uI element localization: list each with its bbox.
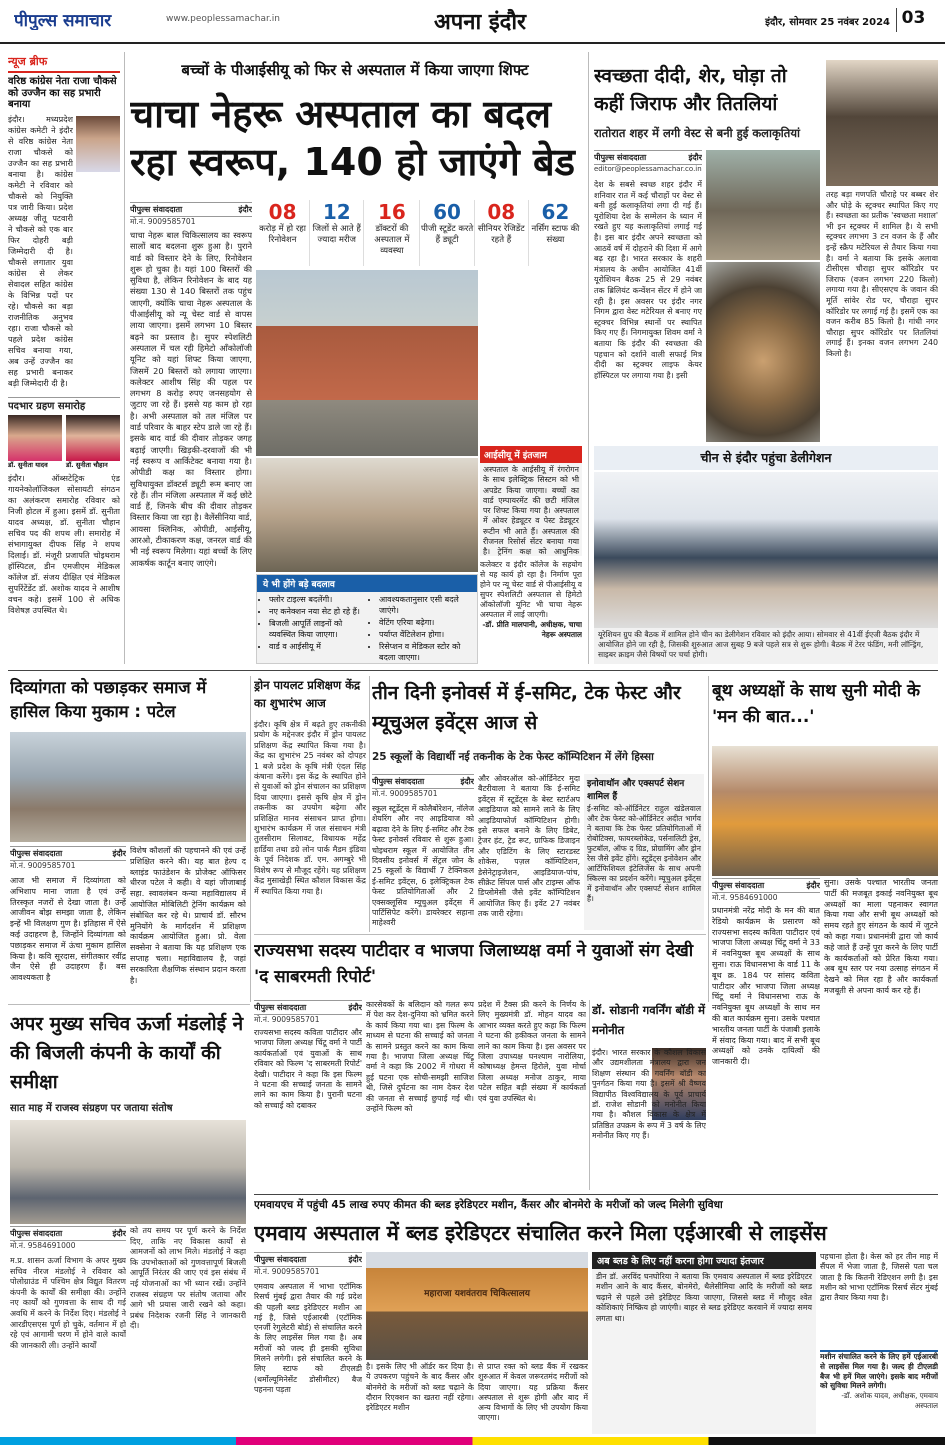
byline-name: पीपुल्स संवाददाता <box>10 849 63 858</box>
divyang-byline <box>10 846 126 872</box>
sabarmati-body-text: प्रदेश में टैक्स फ्री करने के निर्णय के लिए मुख्यमंत्री डॉ. मोहन यादव का आभार व्यक्त करते हुए कहा कि फिल्म ने घटना की हकीकत जनता के सामने लाने का काम किया है। इस अवसर पर जिला उपाध्यक्ष घनश्याम नारोलिया, कोषाध्यक्ष हेमन्त हिरोले, युवा मोर्चा जिला अध्यक्ष मनोज ठाकुर, माया पटेल सहित बड़ी संख्या में कार्यकर्ता एवं युवा उपस्थित थे। <box>478 1000 586 1103</box>
change-item: • आवश्यकतानुसार एसी बदले जाएंगे। <box>379 594 475 616</box>
hospital-photo-2 <box>256 458 478 572</box>
column-rule <box>250 676 251 1002</box>
page-number: 03 <box>896 8 930 32</box>
myh-info-text: डीन डॉ. अरविंद घनघोरिया ने बताया कि एमवाय अस्पताल में ब्लड इरेडिएटर मशीन आने के बाद कैंसर, बोनमेरो, थैलेसीमिया आदि के मरीजों को ब्लड चढ़ाने से पहले उसे इरेडिएट किया जाएगा, जिससे ब्लड में मौजूद श्वेत कोशिकाएं निष्क्रिय हो जाएंगी। बाहर से ब्लड इरेडिएट करवाने में ज्यादा समय लगता था। <box>596 1272 812 1323</box>
myh-body-text: एमवाय अस्पताल में भाभा एटॉमिक रिसर्च मुंबई द्वारा तैयार की गई प्रदेश की पहली ब्लड इरेडिएटर मशीन आ गई है, जिसे एईआरबी (एटॉमिक एनर्जी रेगुलेटरी बोर्ड) से संचालित करने के लिए लाइसेंस मिल गया है। अब मरीजों को जल्द ही इसकी सुविधा मिलने लगेगी। इसे संचालित करने के लिए स्टाफ को टीएलडी (थर्मोल्यूमिनेसेंट डोसीमीटर) बैज पहनना पड़ता <box>254 1282 362 1394</box>
swachh-body-2 <box>826 190 938 442</box>
byline-name: पीपुल्स संवाददाता <box>130 205 183 214</box>
divyang-body <box>10 876 126 1002</box>
swachh-body-text: तरह बड़ा गणपति चौराहे पर बब्बर शेर और घोड़े के स्ट्रक्चर स्थापित किए गए हैं। स्वच्छता का प्रतीक 'स्वच्छता मशाल' भी इन स्ट्रक्चर में शामिल है। ये सभी स्ट्रक्चर लगभग 3 टन वजन के हैं और इन्हें स्क्रैप मटेरियल से तैयार किया गया है। वर्मा ने बताया कि इसके अलावा टीसीएस चौराहा सुपर कॉरिडोर पर जिराफ (वजन लगभग 220 किलो) लगाया गया है। सीएसएच के जवान की मूर्ति सांवेर रोड पर, चौराहा सुपर कॉरिडोर पर लगाई गई है। इसमें एक का वजन करीब 85 किलो है। गांधी नगर चौराहा सुपर कॉरिडोर पर तितलियां लगाई हैं। इनका वजन लगभग 240 किलो है। <box>826 190 938 358</box>
china-caption: यूरेशियन ग्रुप की बैठक में शामिल होने चीन का डेलीगेशन रविवार को इंदौर आया। सोमवार से 41वीं ईएजी बैठक इंदौर में आयोजित होने जा रही है, जिसकी शुरुआत आज सुबह 9 बजे पहले सत्र से शुरू होगी। बैठक में टेरर फंडिंग, मनी लॉन्ड्रिंग, साइबर क्राइम जैसे विषयों पर चर्चा होगी। <box>594 628 938 664</box>
lion-sculpture-photo <box>706 262 820 442</box>
stat-label: जिलों से आते हैं ज्यादा मरीज <box>312 224 361 245</box>
byline-city: इंदौर <box>112 849 126 858</box>
column-rule <box>588 52 589 664</box>
stat-number: 08 <box>268 200 297 224</box>
lead-kicker: बच्चों के पीआईसीयू को फिर से अस्पताल में किया जाएगा शिफ्ट <box>181 61 529 79</box>
esummit-headline: तीन दिनी इनोवर्स में ई-समिट, टेक फेस्ट और म्यूचुअल इवेंट्स आज से <box>372 682 681 734</box>
section-rule <box>254 1194 938 1195</box>
news-brief-column <box>8 52 120 664</box>
swachh-headline: स्वच्छता दीदी, शेर, घोड़ा तो कहीं जिराफ और तितलियां <box>594 65 787 115</box>
brief-photo-caption: डॉ. सुनीता यादव <box>8 461 48 469</box>
esummit-subhead: 25 स्कूलों के विद्यार्थी नई तकनीक के टेक फेस्ट कॉम्पिटिशन में लेंगे हिस्सा <box>372 751 654 763</box>
drone-body-text: इंदौर। कृषि क्षेत्र में बढ़ते हुए तकनीकी प्रयोग के मद्देनजर इंदौर में ड्रोन पायलट प्रशिक्षण केंद्र स्थापित किया गया है। केंद्र का शुभारंभ 25 नवंबर को दोपहर 1 बजे प्रदेश के कृषि मंत्री एंदल सिंह कंषाना करेंगे। इस केंद्र के स्थापित होने से युवाओं को ड्रोन संचालन का प्रशिक्षण दिया जाएगा। इससे कृषि क्षेत्र में ड्रोन तकनीक का उपयोग बढ़ेगा और प्रशिक्षित मानव संसाधन प्राप्त होगा। शुभारंभ कार्यक्रम में जल संसाधन मंत्री तुलसीराम सिलावट, विधायक महेंद्र हार्डिया तथा डग्रे लोन पार्क मैडम इंडिया के पूर्व निदेशक डॉ. एम. अगम्बुरे भी विशेष रूप से मौजूद रहेंगे। यह प्रशिक्षण केंद्र मुसाखेड़ी स्थित कौशल विकास केंद्र में स्थापित किया गया है। <box>254 720 366 896</box>
divyang-body-text: आज भी समाज में दिव्यांगता को अभिशाप माना जाता है एवं उन्हें तिरस्कृत नजरों से देखा जाता है। उन्हें आजीवन बोझ समझा जाता है, लेकिन इन्हें भी विलक्षण गुण है। इतिहास में ऐसे कई उदाहरण है, जिन्होंने दिव्यांगता को पछाड़कर समाज में ऊंचा मुकाम हासिल किया है। कवि सूरदास, संगीतकार रवींद्र जैन ऐसे ही उदाहरण हैं। बस आवश्यकता है <box>10 876 126 983</box>
stat-number: 08 <box>487 200 516 224</box>
sodani-body-text: इंदौर। भारत सरकार के कौशल विकास और उद्यमशीलता मंत्रालय द्वारा जन शिक्षण संस्थान की गवर्निंग बॉडी का पुनर्गठन किया गया है। इसमें श्री वैष्णव विद्यापीठ विश्वविद्यालय के पूर्व प्राचार्य डॉ. राजेश सोडानी को मनोनीत किया गया है। कौशल विकास के क्षेत्र में प्रतिष्ठित उपक्रम के रूप में 3 वर्ष के लिए मनोनीत किए गए हैं। <box>592 1048 706 1141</box>
divyang-body-text: विशेष कौशलों की पहचानने की एवं उन्हें प्रशिक्षित करने की। यह बात हेल्प द ब्लाइंड फाउंडेशन के प्रोजेक्ट ऑफिसर धीरज पटेल ने कही। वे यहां जीजाबाई सहा. स्वावलंबन कन्या महाविद्यालय में आयोजित मोबिलिटी ट्रेनिंग कार्यक्रम को संबोधित कर रहे थे। प्राचार्य डॉ. सौरभ मुनियोंगे के मार्गदर्शन में प्रशिक्षण कार्यक्रम आयोजित हुआ। प्रो. वेला सक्सेना ने बताया कि यह प्रशिक्षण एक सप्ताह चला। महाविद्यालय है, जहां सरकारिता शैक्षणिक संस्थान प्रदान करता है। <box>130 846 246 985</box>
byline-city: इंदौर <box>348 1255 362 1264</box>
byline-mobile: मो.नं. 9584691000 <box>712 893 778 902</box>
change-item: • वार्ड व आईसीयू में <box>269 641 365 652</box>
change-item: • नए कनेक्शन नया सेट हो रहे हैं। <box>269 606 365 617</box>
byline-mobile: मो.नं. 9009585701 <box>254 1015 320 1024</box>
myh-byline <box>254 1252 362 1278</box>
quote-attribution: -डॉ. प्रीति मालपानी, अधीक्षक, चाचा नेहरू अस्पताल <box>482 620 582 639</box>
byline-name: पीपुल्स संवाददाता <box>254 1255 307 1264</box>
booth-headline: बूथ अध्यक्षों के साथ सुनी मोदी के 'मन की बात...' <box>712 681 921 727</box>
esummit-body <box>372 804 474 930</box>
sodani-body <box>592 1048 706 1190</box>
brief-body-1: इंदौर। मध्यप्रदेश कांग्रेस कमेटी ने इंदौर से वरिष्ठ कांग्रेस नेता राजा चौकसे को उज्जैन का सह प्रभारी बनाया है। कांग्रेस कमेटी ने रविवार को चौकसे को नियुक्ति पत्र जारी किया। प्रदेश अध्यक्ष जीतू पटवारी ने चौकसे को एक बार फिर दोहरी बड़ी जिम्मेदारी दी है। चौकसे लगातार युवा कांग्रेस से लेकर सेवादल सहित कांग्रेस के विभिन्न पदों पर रहे। चौकसे का बड़ा राजनीतिक अनुभव रहा। राजा चौकसे को पहले प्रदेश कांग्रेस सचिव बनाया गया, अब उन्हें उज्जैन का सह प्रभारी बनाकर बड़ी जिम्मेदारी दी है। <box>8 113 73 388</box>
myh-headline: एमवाय अस्पताल में ब्लड इरेडिएटर संचालित करने मिला एईआरबी से लाइसेंस <box>254 1221 827 1245</box>
column-rule <box>589 1000 590 1190</box>
byline-mobile: मो.नं. 9009585701 <box>10 861 76 870</box>
horse-sculpture-photo <box>706 150 820 260</box>
stat-item <box>364 200 420 266</box>
section-rule <box>8 1004 250 1005</box>
lead-body <box>130 230 252 664</box>
esummit-box <box>584 774 704 930</box>
drone-body <box>254 720 366 930</box>
swachh-body <box>594 180 702 442</box>
myh-body-text: है। इसके लिए भी ऑर्डर कर दिया है। ये उपकरण पहुंचने के बाद कैंसर और बोनमेरो के मरीजों को ब्लड चढ़ाने के दौरान रिएक्शन का खतरा नहीं रहेगा। इरेडिएटर मशीन <box>366 1362 474 1413</box>
brief-headline-1: वरिष्ठ कांग्रेस नेता राजा चौकसे को उज्जैन का सह प्रभारी बनाया <box>8 76 117 110</box>
swachh-subhead: रातोरात शहर में लगी वेस्ट से बनी हुई कलाकृतियां <box>594 126 800 140</box>
change-item: • बिजली आपूर्ति लाइनों को व्यवस्थित किया जाएगा। <box>269 618 365 640</box>
hospital-sign: महाराजा यशवंतराव चिकित्सालय <box>424 1289 530 1299</box>
myh-body-3 <box>478 1362 588 1434</box>
icu-box-title: आईसीयू में इंतजाम <box>480 446 582 463</box>
color-registration-bar <box>0 1437 945 1445</box>
byline-mobile: मो.नं. 9584691000 <box>10 1241 76 1250</box>
esummit-box-title: इनोवाथॉन और एक्सपर्ट सेशन शामिल हैं <box>587 779 685 802</box>
byline-city: इंदौर <box>238 205 252 214</box>
divyang-body-2 <box>130 846 246 1002</box>
dateline: इंदौर, सोमवार 25 नवंबर 2024 <box>765 17 890 28</box>
lead-stats <box>256 200 582 266</box>
byline-name: पीपुल्स संवाददाता <box>10 1229 63 1238</box>
masthead-url[interactable]: www.peoplessamachar.in <box>166 14 280 24</box>
brief-photo-chouhan <box>66 415 120 461</box>
sabarmati-body-text: राज्यसभा सदस्य कविता पाटीदार और भाजपा जिला अध्यक्ष चिंटू वर्मा ने पार्टी कार्यकर्ताओं एवं युवाओं के साथ रविवार को फिल्म 'द साबरमती रिपोर्ट' देखी। पाटीदार ने कहा कि इस फिल्म ने घटना की सच्चाई जनता के सामने लाने का काम किया है। पुरानी घटना को सच्चाई को दबाकर <box>254 1028 362 1110</box>
brief-body-2: इंदौर। ऑब्सटेट्रिक एंड गायनेकोलॉजिकल सोसायटी संगठन का अलंकरण समारोह रविवार को निजी होटल में हुआ। इसमें डॉ. सुनीता यादव अध्यक्ष, डॉ. सुनीता चौहान सचिव पद की शपथ ली। समारोह में संभागायुक्त दीपक सिंह ने शपथ दिलाई। डॉ. मंजूरी प्रजापति चोइथराम हॉस्पिटल, डीन एमजीएम मेडिकल कॉलेज डॉ. संजय दीक्षित एवं मेडिकल सुपरिंटेंडेंट डॉ. अशोक यादव ने आशीष वचन कहे। इसमें 100 से अधिक विशेषज्ञ उपस्थित थे। <box>8 473 120 615</box>
column-rule <box>708 676 709 1002</box>
booth-photo <box>712 746 938 876</box>
myh-body-2 <box>366 1362 474 1434</box>
quote-attribution: -डॉ. अशोक यादव, अधीक्षक, एमवाय अस्पताल <box>841 1391 938 1410</box>
esummit-box-text: ई-समिट को-ऑर्डिनेटर राहुल खंडेलवाल और टेक फेस्ट को-ऑर्डिनेटर अदीत भार्गव ने बताया कि टेक फेस्ट प्रतियोगिताओं में रोबोटिक्स, फायरब्लोकेड, पर्सनालिटी ड्रेस, फुटबॉल, ऑफ द ग्रिड, प्रोग्रामिंग और ड्रोन रेस जैसे इवेंट होंगे। स्टूडेंट्स इनोवेशन और आर्टिफिशियल इंटेलिजेंस के साथ अपनी स्किल्स का प्रदर्शन करेंगे। म्यूचुअल इवेंट्स में इनोवाथॉन और एक्सपर्ट सेशन शामिल हैं। <box>587 804 701 903</box>
changes-box-title: ये भी होंगे बड़े बदलाव <box>257 575 477 592</box>
byline-mobile: मो.नं. 9009585701 <box>372 789 438 798</box>
china-headline: चीन से इंदौर पहुंचा डेलीगेशन <box>700 450 832 465</box>
esummit-body-2 <box>478 774 580 930</box>
byline-mobile: मो.नं. 9009585701 <box>254 1267 320 1276</box>
byline-name: पीपुल्स संवाददाता <box>594 153 647 162</box>
myh-body-4 <box>820 1252 938 1348</box>
china-delegation-photo <box>594 472 938 628</box>
china-headline-bar <box>594 446 938 470</box>
stat-label: नर्सिंग स्टाफ की संख्या <box>531 224 580 245</box>
swachh-byline <box>594 150 702 178</box>
divyang-headline: दिव्यांगता को पछाड़कर समाज में हासिल किया मुकाम : पटेल <box>10 678 207 721</box>
masthead-logo[interactable]: पीपुल्स समाचार <box>14 11 112 30</box>
icu-box <box>480 446 582 556</box>
divyang-photo <box>10 732 246 842</box>
mandloi-byline <box>10 1226 126 1252</box>
sabarmati-body-3 <box>478 1000 586 1190</box>
stat-label: पीजी स्टूडेंट करते हैं ड्यूटी <box>420 224 474 245</box>
section-rule <box>254 934 706 935</box>
stat-number: 60 <box>433 200 461 224</box>
myh-body-text: पहचाना होता है। केस को हर तीन माह में सैंपल में भेजा जाता है, जिससे पता चल जाता है कि कितनी रेडिएशन लगी है। इस मशीन को भाभा एटॉमिक रिसर्च सेंटर मुंबई द्वारा तैयार किया गया है। <box>820 1252 938 1303</box>
esummit-body-text: स्कूल स्टूडेंट्स में कोलैबोरेशन, नॉलेज शेयरिंग और नए आइडियाज को बढ़ावा देने के लिए ई-समिट और टेक फेस्ट इनोवर्स रविवार से शुरू हुआ। चोइथराम स्कूल में आयोजित तीन दिवसीय इनोवर्स में सेंट्रल जोन के 25 स्कूलों के विद्यार्थी 7 टेक्निकल ई-समिट इवेंट्स, 6 इलेक्ट्रिकल टेक फेस्ट प्रतियोगिताओं और 2 एक्सक्लूसिव म्यूचुअल इवेंट्स में पार्टिसिपेट करेंगे। डायरेक्टर सहाना माहेश्वरी <box>372 804 474 928</box>
icu-box-text: अस्पताल के आईसीयू में रंगरोगन के साथ इलेक्ट्रिक सिस्टम को भी अपडेट किया जाएगा। बच्चों का वार्ड एम्पायरमेंट की छटी मंजिल पर शिफ्ट किया गया है। अस्पताल में ओवर हेड्यूटर व पेस्ट डेड्यूटर रूटीन भी आते हैं। अस्पताल की रीजनल रिसोर्स सेंटर बनाया गया है। ट्रेनिंग कक्ष को आधुनिक <box>483 465 579 556</box>
mandloi-headline: अपर मुख्य सचिव ऊर्जा मंडलोई ने की बिजली कंपनी के कार्यों की समीक्षा <box>10 1013 244 1093</box>
change-item: • वेटिंग एरिया बढ़ेगा। <box>379 617 475 628</box>
sabarmati-body-2 <box>366 1000 474 1190</box>
change-item: • फ्लोर टाइल्स बदलेंगी। <box>269 594 365 605</box>
column-rule <box>124 52 125 664</box>
lead-byline <box>130 202 252 226</box>
change-item: • पर्याप्त वेंटिलेशन होगा। <box>379 629 475 640</box>
stat-number: 16 <box>377 200 406 224</box>
myh-body <box>254 1282 362 1434</box>
mandloi-photo <box>10 1120 246 1224</box>
stat-label: डॉक्टरों की अस्पताल में व्यवस्था <box>374 224 410 256</box>
brief-headline-2: पदभार ग्रहण समारोह <box>8 400 86 412</box>
byline-city: इंदौर <box>806 881 820 890</box>
lead-body-text: चाचा नेहरू बाल चिकित्सालय का स्वरूप सालों बाद बदलना शुरू हुआ है। पुराने वार्ड को विस्तार देने के लिए, रिनोवेशन शुरू हो चुका है। यहां 100 बिस्तरों की सुविधा है, लेकिन रिनोवेशन के बाद यह संख्या 130 से 140 बिस्तरों तक पहुंच जाएगी, क्योंकि चाचा नेहरू अस्पताल के पीआईसीयू को न्यू चेस्ट वार्ड से वापस लाया जाएगा। इसमें लगभग 10 बिस्तर बढ़ने का प्रस्ताव है। सुपर स्पेशलिटी अस्पताल में चल रही हिमेटो ऑंकोलॉजी यूनिट को यहां शिफ्ट किया जाएगा, जिसमें 20 बिस्तरों को लगाया जाएगा। कलेक्टर आशीष सिंह की पहल पर लगभग 8 करोड़ रुपए जनसहयोग से जुटाए जा रहे हैं। इससे यह काम हो रहा है। अभी अस्पताल को तल मंजिल पर वार्ड परिवार के बाहर स्टेप डाले जा रहे हैं। इसके बाद वार्ड की दीवार तोड़कर जगह बढ़ाई जाएगी। खिड़की-दरवाजों की भी नई स्वरूप व आर्किटेक्ट बनाया गया है। ओपीडी कक्ष का विस्तार होगा। सुविधायुक्त डॉक्टर्स ड्यूटी रूम बनाए जा रहे हैं। तीन मंजिला अस्पताल में कई छोटे वार्ड हैं, जिनके बीच की दीवार तोड़कर विस्तार किया जा रहा है। वैलेंसीनिया वार्ड, आयसा क्लिनिक, ओपीडी, आईसीयू, आरओ, टीकाकरण कक्ष, जनरल वार्ड की भी नई स्वरूप मिलेगा। यहां बच्चों के लिए आकर्षक कार्टून बनाए जाएंगे। <box>130 230 252 568</box>
brief-photo-caption: डॉ. सुनीता चौहान <box>66 461 108 469</box>
stat-item <box>256 200 310 266</box>
myh-kicker: एमवायएच में पहुंची 45 लाख रुपए कीमत की ब्लड इरेडिएटर मशीन, कैंसर और बोनमेरो के मरीजों को जल्द मिलेगी सुविधा <box>254 1199 723 1211</box>
mandloi-subhead: सात माह में राजस्व संग्रहण पर जताया संतोष <box>10 1103 173 1114</box>
mandloi-body <box>10 1256 126 1434</box>
sabarmati-byline <box>254 1000 362 1026</box>
section-rule <box>8 670 938 671</box>
quote-text: मशीन संचालित करने के लिए हमें एईआरबी से लाइसेंस मिल गया है। जल्द ही टीएलडी बैज भी हमें मिल जाएंगे। इसके बाद मरीजों को सुविधा मिलने लगेगी। <box>820 1352 938 1391</box>
brief-photo-1 <box>76 116 120 172</box>
booth-body-text: प्रधानमंत्री नरेंद्र मोदी के मन की बात रेडियो कार्यक्रम के प्रसारण को राज्यसभा सदस्य कविता पाटीदार एवं भाजपा जिला अध्यक्ष चिंटू वर्मा ने 33 में नवनियुक्त बूथ अध्यक्षों के साथ सुना। राऊ विधानसभा के वार्ड 11 के बूथ क्र. 184 पर सांसद कविता पाटीदार और भाजपा जिला अध्यक्ष चिंटू वर्मा ने विधानसभा राऊ के नवनियुक्त बूथ अध्यक्षों के साथ मन की बात कार्यक्रम सुना। उसके पश्चात भारतीय जनता पार्टी के पंजाबी इलाके में संवाद किया गया। बाद में सभी बूथ अध्यक्षों को उनके दायित्वों की जानकारी दी। <box>712 906 820 1067</box>
lead-headline: चाचा नेहरू अस्पताल का बदल रहा स्वरूप, 140 हो जाएंगे बेड <box>130 92 575 184</box>
stat-label: सीनियर रेजिडेंट रहते हैं <box>477 224 525 245</box>
brief-divider <box>8 397 120 398</box>
section-title: अपना इंदौर <box>433 10 527 35</box>
byline-name: पीपुल्स संवाददाता <box>712 881 765 890</box>
booth-body-2 <box>824 878 938 1188</box>
changes-box <box>256 574 478 664</box>
hospital-photo <box>256 270 478 456</box>
drone-headline: ड्रोन पायलट प्रशिक्षण केंद्र का शुभारंभ आज <box>254 678 361 710</box>
masthead <box>0 0 945 44</box>
swachh-body-text: देश के सबसे स्वच्छ शहर इंदौर में शनिवार रात में कई चौराहों पर वेस्ट से बनी हुई कलाकृतियां लगा दी गई हैं। यूरोशिया देश के सम्मेलन के ध्यान में रखते हुए यह कलाकृतियां लगाई गई है। इस बार इंदौर अपने स्वच्छता को आठवें वर्ष में दोहराने की दिशा में आगे बढ़ रहा है। भारत सरकार के शहरी मंत्रालय के अधीन आयोजित 41वीं यूरोशियन बैठक 25 से 29 नवंबर तक ब्रिलियंट कन्वेंशन सेंटर में होने जा रही है। इस अवसर पर इंदौर नगर निगम द्वारा वेस्ट मटेरियल से बनाए गए स्ट्रक्चर विभिन्न स्थानों पर स्थापित किए गए हैं। निगमायुक्त शिवम वर्मा ने बताया कि इंदौर की स्वच्छता की पहचान को दर्शाने वाली सफाई मित्र दीदी का स्ट्रक्चर लाइफ केयर हॉस्पिटल पर लगाया गया है। इसी <box>594 180 702 380</box>
booth-byline <box>712 878 820 904</box>
swachhata-didi-photo <box>826 60 938 186</box>
stat-number: 12 <box>322 200 351 224</box>
booth-body <box>712 906 820 1188</box>
byline-name: पीपुल्स संवाददाता <box>372 777 425 786</box>
stat-item <box>420 200 474 266</box>
myh-hospital-photo <box>366 1252 588 1360</box>
sabarmati-headline: राज्यसभा सदस्य पाटीदार व भाजपा जिलाध्यक्ष वर्मा ने युवाओं संग देखी 'द साबरमती रिपोर्ट' <box>254 941 694 987</box>
byline-mobile: मो.नं. 9009585701 <box>130 217 196 226</box>
stat-item <box>529 200 582 266</box>
quote-text: कलेक्टर व इंदौर कॉलेज के सहयोग से यह कार्य हो रहा है। निर्माण पूरा होने पर न्यू चेस्ट वार्ड से पीआईसीयू व सुपर स्पेशलिटी अस्पताल से हिमेटो ऑकोलॉजी यूनिट भी चाचा नेहरू अस्पताल में लाई जाएगी। <box>480 560 582 619</box>
brief-photo-yadav <box>8 415 62 461</box>
myh-quote <box>820 1350 938 1434</box>
mandloi-body-2 <box>130 1226 246 1434</box>
esummit-body-text: और ओवरऑल को-ऑर्डिनेटर मुदा बैटरीवाला ने बताया कि ई-समिट इवेंट्स में स्टूडेंट्स के बेस्ट स्टार्टअप आइडियाज को सामने लाने के लिए आइडियाफोर्ज कॉम्पिटिशन होगी। इसे सफल बनाने के लिए डिबेट, ट्रेजर हंट, ट्रेड रूट, ग्राफिक डिजाइन और एडिटिंग के लिए स्टारडस्ट शोकेस, पज़ल कॉम्पिटिशन, डेसेनेट्राइजेशन, आइडियाज-पांच, सीक्रेट सिंपल पार्स और टाइम्स ऑफ डिप्लोमेसी जैसे इवेंट कॉम्पिटिशन आयोजित किए हैं। इवेंट 27 नवंबर तक जारी रहेगा। <box>478 774 580 919</box>
byline-email[interactable]: editor@peoplessamachar.co.in <box>594 165 702 173</box>
stat-item <box>475 200 529 266</box>
stat-number: 62 <box>541 200 570 224</box>
mandloi-body-text: को तय समय पर पूर्ण करने के निर्देश दिए, ताकि नए विकास कार्यों से आमजनों को लाभ मिले। मंडलोई ने कहा कि उपभोक्ताओं को गुणवत्तापूर्ण बिजली आपूर्ति निरंतर की जाए एवं इस संबंध में नई योजनाओं का भी ध्यान रखें। उन्होंने राजस्व संग्रहण पर संतोष जताया और आगे भी प्रयास जारी रखने को कहा। प्रबंध निदेशक रजनी सिंह ने जानकारी दी। <box>130 1226 246 1331</box>
byline-city: इंदौर <box>688 153 702 162</box>
sodani-headline: डॉ. सोडानी गवर्निंग बॉडी में मनोनीत <box>592 1003 706 1037</box>
stat-label: करोड़ में हो रहा रिनोवेशन <box>259 224 307 245</box>
myh-info-box <box>592 1252 816 1434</box>
news-brief-tag: न्यूज ब्रीफ <box>8 52 120 73</box>
myh-body-text: से प्राप्त रक्त को ब्लड बैंक में रखकर शुरुआत में केवल जरूरतमंद मरीजों को दिया जाएगा। यह प्रक्रिया कैंसर अस्पताल से शुरू होगी और बाद में अन्य विभागों के लिए भी उपयोग किया जाएगा। <box>478 1362 588 1423</box>
column-rule <box>369 676 370 932</box>
byline-name: पीपुल्स संवाददाता <box>254 1003 307 1012</box>
mandloi-body-text: म.प्र. शासन ऊर्जा विभाग के अपर मुख्य सचिव नीरज मंडलोई ने रविवार को पोलोग्राउंड में पश्चिम क्षेत्र विद्युत वितरण कंपनी के कार्यों की समीक्षा की। उन्होंने नए कार्यों को गुणवत्ता के साथ दी गई अवधि में करने के निर्देश दिए। मंडलोई ने आरडीएसएस पूर्ण हो चुके, वर्तमान में हो रहे एवं आगामी चरण में होने वाले कार्यों की जानकारी ली। उन्होंने कार्यों <box>10 1256 126 1350</box>
booth-body-text: सुना। उसके पश्चात भारतीय जनता पार्टी की मजबूत इकाई नवनियुक्त बूथ अध्यक्षों का माला पहनाकर स्वागत किया गया और सभी बूथ अध्यक्षों को समय रहते हुए संगठन के कार्य में जुटने को कहा गया। प्रधानमंत्री द्वारा जो कार्य कहे जाते हैं उन्हें पूरा करने के लिए पार्टी के कार्यकर्ताओं को प्रेरित किया गया। अब बूथ स्तर पर नया उत्साह संगठन में देखने को मिल रहा है और कार्यकर्ता मजबूती से अपना कार्य कर रहे हैं। <box>824 878 938 995</box>
myh-info-title: अब ब्लड के लिए नहीं करना होगा ज्यादा इंतजार <box>592 1252 816 1269</box>
esummit-byline <box>372 774 474 800</box>
change-item: • रिसेप्शन व मेडिकल स्टोर को बदला जाएगा। <box>379 641 475 663</box>
sabarmati-body <box>254 1028 362 1190</box>
byline-city: इंदौर <box>460 777 474 786</box>
lead-quote <box>480 560 582 664</box>
stat-item <box>310 200 364 266</box>
byline-city: इंदौर <box>112 1229 126 1238</box>
sabarmati-body-text: कारसेवकों के बलिदान को गलत रूप में पेश कर देश-दुनिया को भ्रमित करने के कार्य किया गया था। इस फिल्म के माध्यम से घटना की सच्चाई को जनता के सामने प्रस्तुत करने का काम किया गया है। भाजपा जिला अध्यक्ष चिंटू वर्मा ने कहा कि 2002 में गोधरा में हुई घटना एक सोची-समझी साजिश थी, जिसे दुर्घटना का नाम देकर देश की जनता से सच्चाई छुपाई गई थी। उन्होंने फिल्म को <box>366 1000 474 1114</box>
byline-city: इंदौर <box>348 1003 362 1012</box>
